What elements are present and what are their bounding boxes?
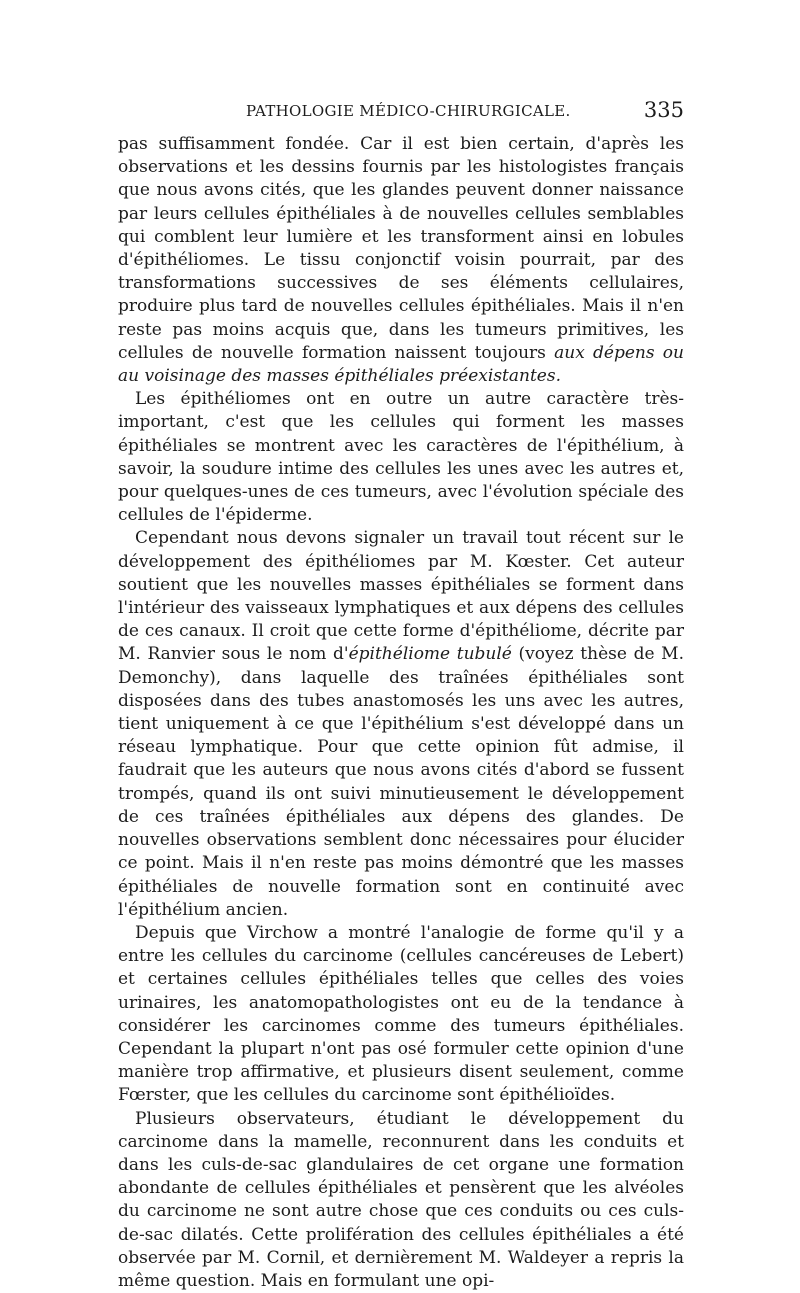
- paragraph-2: Les épithéliomes ont en outre un autre caractère très-important, c'est que les cellules qui forment les masses épithéliales se montrent avec les caractères de l'épithélium, à savoir, la soudure intime des cellules les unes avec les autres et, pour quelques-unes de ces tumeurs, avec l'évolution spéciale des cellules de l'épiderme.: [118, 389, 684, 526]
- paragraph-1-emphasis: aux dépens ou au voisinage des masses épithéliales préexistantes.: [118, 342, 684, 387]
- paragraph-1: [118, 133, 684, 388]
- paragraph-1-text: pas suffisamment fondée. Car il est bien certain, d'après les observations et les dessins fournis par les histologistes français que nous avons cités, que les glandes peuvent donner naissance par leurs cellules épithéliales à de nouvelles cellules semblables qui comblent leur lumière et les transforment ainsi en lobules d'épithéliomes. Le tissu conjonctif voisin pourrait, par des transformations successives de ses éléments cellulaires, produire plus tard de nouvelles cellules épithéliales. Mais il n'en reste pas moins acquis que, dans les tumeurs primitives, les cellules de nouvelle formation naissent toujours: [118, 134, 684, 363]
- paragraph-3: [118, 527, 684, 921]
- running-title: PATHOLOGIE MÉDICO-CHIRURGICALE.: [246, 102, 571, 120]
- paragraph-5: Plusieurs observateurs, étudiant le développement du carcinome dans la mamelle, reconnurent dans les conduits et dans les culs-de-sac glandulaires de cet organe une formation abondante de cellules épithéliales et pensèrent que les alvéoles du carcinome ne sont autre chose que ces conduits ou ces culs-de-sac dilatés. Cette prolifération des cellules épithéliales a été observée par M. Cornil, et dernièrement M. Waldeyer a repris la même question. Mais en formulant une opi-: [118, 1108, 684, 1291]
- running-head: [118, 100, 684, 124]
- paragraph-3-text-b: (voyez thèse de M. Demonchy), dans laquelle des traînées épithéliales sont disposées dans des tubes anastomosés les uns avec les autres, tient uniquement à ce que l'épithélium s'est développé dans un réseau lymphatique. Pour que cette opinion fût admise, il faudrait que les auteurs que nous avons cités d'abord se fussent trompés, quand ils ont suivi minutieusement le développement de ces traînées épithéliales aux dépens des glandes. De nouvelles observations semblent donc nécessaires pour élucider ce point. Mais il n'en reste pas moins démontré que les masses épithéliales de nouvelle formation sont en continuité avec l'épithélium ancien.: [118, 644, 684, 920]
- page-number: 335: [643, 98, 684, 122]
- body-text: [118, 133, 684, 1293]
- paragraph-4: Depuis que Virchow a montré l'analogie de forme qu'il y a entre les cellules du carcinome (cellules cancéreuses de Lebert) et certaines cellules épithéliales telles que celles des voies urinaires, les anatomopathologistes ont eu de la tendance à considérer les carcinomes comme des tumeurs épithéliales. Cependant la plupart n'ont pas osé formuler cette opinion d'une manière trop affirmative, et plusieurs disent seulement, comme Fœrster, que les cellules du carcinome sont épithélioïdes.: [118, 922, 684, 1106]
- paragraph-3-emphasis: épithéliome tubulé: [348, 644, 512, 665]
- paragraph-3-text-a: Cependant nous devons signaler un travail tout récent sur le développement des épithéliomes par M. Kœster. Cet auteur soutient que les nouvelles masses épithéliales se forment dans l'intérieur des vaisseaux lymphatiques et aux dépens des cellules de ces canaux. Il croit que cette forme d'épithéliome, décrite par M. Ranvier sous le nom d': [118, 528, 684, 665]
